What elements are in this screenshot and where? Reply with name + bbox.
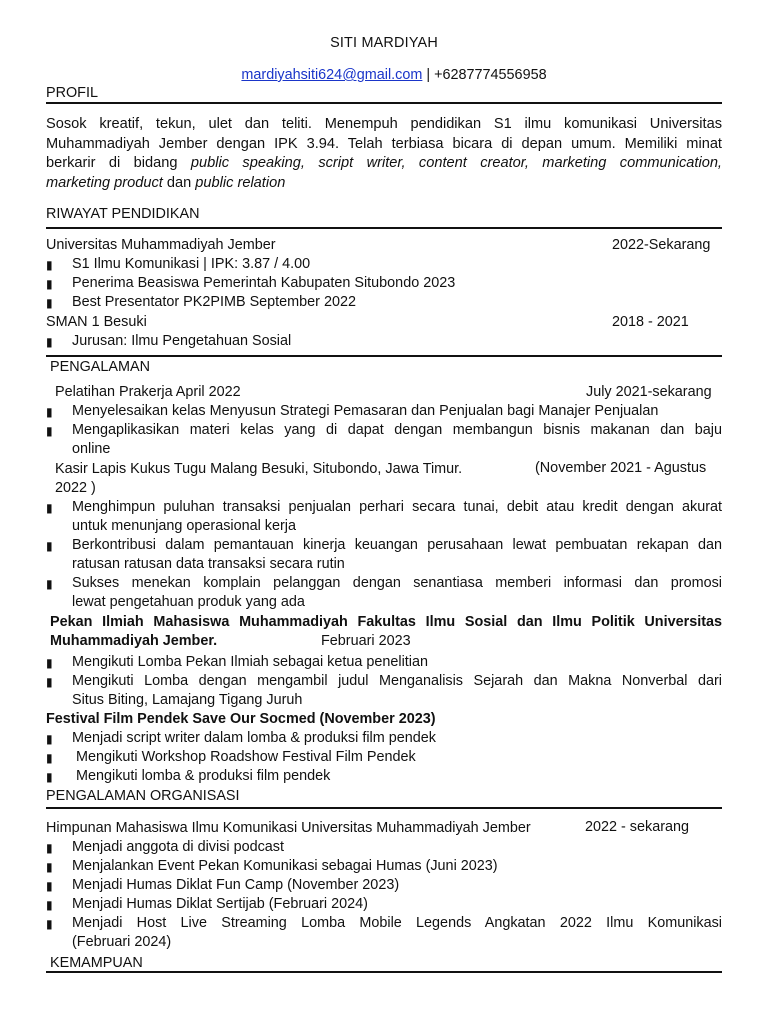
bullet-icon: ▮ bbox=[46, 258, 53, 272]
experience-title: Pelatihan Prakerja April 2022 bbox=[55, 384, 241, 400]
section-heading-skills: KEMAMPUAN bbox=[50, 955, 143, 971]
experience-period: July 2021-sekarang bbox=[586, 384, 712, 400]
experience-item-cont: ratusan ratusan data transaksi secara rutin bbox=[72, 556, 345, 572]
bullet-icon: ▮ bbox=[46, 841, 53, 855]
experience-item: Menyelesaikan kelas Menyusun Strategi Pemasaran dan Penjualan bagi Manajer Penjualan bbox=[72, 403, 659, 419]
experience-item-cont: Situs Biting, Lamajang Tigang Juruh bbox=[72, 692, 303, 708]
experience-item-cont: online bbox=[72, 441, 111, 457]
experience-item: Mengikuti Lomba Pekan Ilmiah sebagai ketua penelitian bbox=[72, 654, 428, 670]
experience-title: Festival Film Pendek Save Our Socmed (November 2023) bbox=[46, 711, 436, 727]
experience-item-cont: untuk menunjang operasional kerja bbox=[72, 518, 297, 534]
bullet-icon: ▮ bbox=[46, 656, 53, 670]
divider bbox=[46, 971, 722, 973]
experience-item: Menjadi script writer dalam lomba & produksi film pendek bbox=[72, 730, 436, 746]
organization-item-cont: (Februari 2024) bbox=[72, 934, 172, 950]
cv-name: SITI MARDIYAH bbox=[330, 35, 438, 51]
experience-item: Mengikuti Lomba dengan mengambil judul Menganalisis Sejarah dan Makna Nonverbal dari bbox=[72, 673, 722, 689]
divider bbox=[46, 807, 722, 809]
school-period: 2022-Sekarang bbox=[612, 237, 711, 253]
organization-period: 2022 - sekarang bbox=[585, 819, 690, 835]
profile-line: Muhammadiyah Jember dengan IPK 3.94. Telah terbiasa bicara di depan umum. Memiliki minat bbox=[46, 135, 722, 152]
contact-line bbox=[0, 67, 768, 83]
bullet-icon: ▮ bbox=[46, 405, 53, 419]
bullet-icon: ▮ bbox=[46, 501, 53, 515]
bullet-icon: ▮ bbox=[46, 898, 53, 912]
section-heading-organization: PENGALAMAN ORGANISASI bbox=[46, 788, 240, 804]
school-name: Universitas Muhammadiyah Jember bbox=[46, 237, 276, 253]
experience-item-cont: lewat pengetahuan produk yang ada bbox=[72, 594, 305, 610]
experience-title-cont: Muhammadiyah Jember. bbox=[50, 633, 218, 649]
school-name: SMAN 1 Besuki bbox=[46, 314, 147, 330]
school-period: 2018 - 2021 bbox=[612, 314, 689, 330]
email-link[interactable]: mardiyahsiti624@gmail.com bbox=[241, 67, 423, 83]
profile-line: Sosok kreatif, tekun, ulet dan teliti. Menempuh pendidikan S1 ilmu komunikasi Universitas bbox=[46, 116, 722, 132]
experience-item: Mengikuti lomba & produksi film pendek bbox=[72, 768, 331, 784]
organization-item: Menjadi Humas Diklat Fun Camp (November 2023) bbox=[72, 877, 400, 893]
section-heading-education: RIWAYAT PENDIDIKAN bbox=[46, 206, 200, 222]
bullet-icon: ▮ bbox=[46, 675, 53, 689]
experience-item: Mengaplikasikan materi kelas yang di dapat dengan membangun bisnis makanan dan baju bbox=[72, 422, 722, 438]
education-item: Penerima Beasiswa Pemerintah Kabupaten Situbondo 2023 bbox=[72, 275, 456, 291]
experience-period-cont: 2022 ) bbox=[55, 480, 96, 496]
contact-separator: | bbox=[422, 67, 435, 83]
bullet-icon: ▮ bbox=[46, 917, 53, 931]
experience-item: Menghimpun puluhan transaksi penjualan perhari secara tunai, debit atau kredit dengan akurat bbox=[72, 499, 722, 515]
experience-period: (November 2021 - Agustus bbox=[535, 460, 707, 476]
organization-item: Menjalankan Event Pekan Komunikasi sebagai Humas (Juni 2023) bbox=[72, 858, 498, 874]
divider bbox=[46, 102, 722, 104]
section-heading-experience: PENGALAMAN bbox=[50, 359, 150, 375]
section-heading-profile: PROFIL bbox=[46, 85, 98, 101]
bullet-icon: ▮ bbox=[46, 732, 53, 746]
education-item: S1 Ilmu Komunikasi | IPK: 3.87 / 4.00 bbox=[72, 256, 311, 272]
organization-item: Menjadi anggota di divisi podcast bbox=[72, 839, 284, 855]
bullet-icon: ▮ bbox=[46, 539, 53, 553]
education-item: Best Presentator PK2PIMB September 2022 bbox=[72, 294, 356, 310]
organization-item: Menjadi Host Live Streaming Lomba Mobile Legends Angkatan 2022 Ilmu Komunikasi bbox=[72, 915, 722, 931]
bullet-icon: ▮ bbox=[46, 296, 53, 310]
bullet-icon: ▮ bbox=[46, 277, 53, 291]
bullet-icon: ▮ bbox=[46, 577, 53, 591]
divider bbox=[46, 227, 722, 229]
profile-line: berkarir di bidang public speaking, script writer, content creator, marketing communication, bbox=[46, 155, 722, 171]
bullet-icon: ▮ bbox=[46, 860, 53, 874]
bullet-icon: ▮ bbox=[46, 751, 53, 765]
experience-title: Kasir Lapis Kukus Tugu Malang Besuki, Situbondo, Jawa Timur. bbox=[55, 461, 463, 477]
organization-item: Menjadi Humas Diklat Sertijab (Februari 2024) bbox=[72, 896, 368, 912]
bullet-icon: ▮ bbox=[46, 424, 53, 438]
bullet-icon: ▮ bbox=[46, 770, 53, 784]
experience-title: Pekan Ilmiah Mahasiswa Muhammadiyah Fakultas Ilmu Sosial dan Ilmu Politik Universitas bbox=[50, 614, 722, 630]
bullet-icon: ▮ bbox=[46, 335, 53, 349]
profile-line: marketing product dan public relation bbox=[46, 174, 286, 191]
experience-item: Mengikuti Workshop Roadshow Festival Film Pendek bbox=[72, 749, 416, 765]
experience-item: Berkontribusi dalam pemantauan kinerja keuangan perusahaan lewat pembuatan rekapan dan bbox=[72, 537, 722, 553]
phone-number: +6287774556958 bbox=[434, 67, 547, 83]
divider bbox=[46, 355, 722, 357]
bullet-icon: ▮ bbox=[46, 879, 53, 893]
organization-name: Himpunan Mahasiswa Ilmu Komunikasi Universitas Muhammadiyah Jember bbox=[46, 820, 531, 836]
education-item: Jurusan: Ilmu Pengetahuan Sosial bbox=[72, 333, 292, 349]
experience-item: Sukses menekan komplain pelanggan dengan senantiasa memberi informasi dan promosi bbox=[72, 575, 722, 591]
profile-paragraph bbox=[46, 115, 722, 193]
experience-period: Februari 2023 bbox=[321, 633, 411, 649]
